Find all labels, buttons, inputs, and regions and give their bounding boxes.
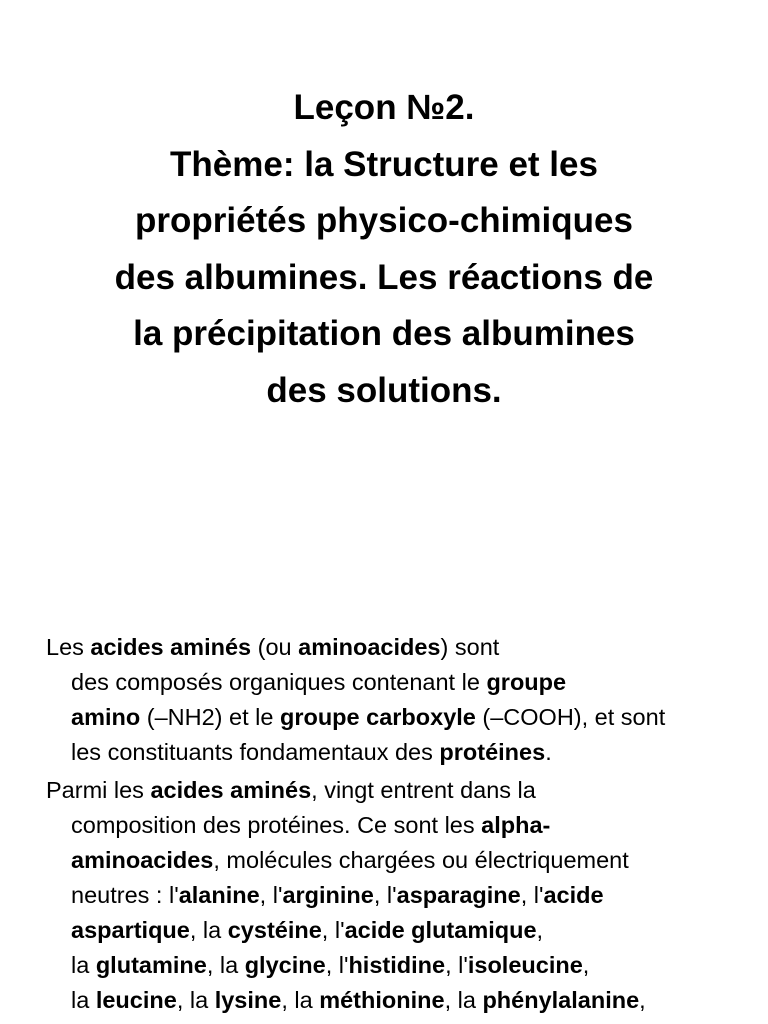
text-line (46, 630, 746, 665)
text-run: les constituants fondamentaux des (71, 739, 440, 765)
text-line (46, 735, 746, 770)
bold-term: groupe (486, 669, 567, 695)
text-line (46, 948, 746, 983)
text-line (46, 700, 746, 735)
text-line (46, 773, 746, 808)
title-line: des solutions. (266, 370, 502, 410)
bold-term: aminoacides (71, 847, 214, 873)
text-run: , l' (445, 952, 468, 978)
text-run: , l' (321, 917, 345, 943)
bold-term: acides aminés (150, 777, 312, 803)
bold-term: protéines (439, 739, 546, 765)
text-line (46, 843, 746, 878)
paragraph (46, 773, 746, 1018)
bold-term: isoleucine (467, 952, 583, 978)
text-run: neutres : l' (71, 882, 179, 908)
bold-term: acide (543, 882, 604, 908)
bold-term: groupe carboxyle (279, 704, 476, 730)
text-run: (–NH2) et le (140, 704, 280, 730)
text-run: , molécules chargées ou électriquement (213, 847, 629, 873)
bold-term: arginine (282, 882, 374, 908)
text-run: , la (281, 987, 320, 1013)
bold-term: acides aminés (90, 634, 252, 660)
bold-term: alanine (178, 882, 260, 908)
text-run: , l' (520, 882, 544, 908)
bold-term: lysine (214, 987, 282, 1013)
text-run: , la (206, 952, 245, 978)
bold-term: phénylalanine (482, 987, 640, 1013)
title-line: propriétés physico-chimiques (135, 201, 633, 240)
bold-term: glycine (244, 952, 326, 978)
bold-term: cystéine (227, 917, 322, 943)
title-line: la précipitation des albumines (133, 314, 635, 353)
text-run: , (639, 987, 646, 1013)
text-run: , vingt entrent dans la (311, 777, 536, 803)
text-run: , la (176, 987, 215, 1013)
text-run: ) sont (440, 634, 500, 660)
text-run: , l' (325, 952, 349, 978)
bold-term: aspartique (71, 917, 190, 943)
text-line (46, 878, 746, 913)
title-line: des albumines. Les réactions de (114, 257, 654, 297)
bold-term: amino (71, 704, 141, 730)
bold-term: glutamine (95, 952, 207, 978)
body-text (46, 630, 746, 1021)
text-run: (–COOH), et sont (475, 704, 666, 730)
text-run: . (545, 739, 552, 765)
text-run: , (582, 952, 590, 978)
text-run: , (536, 917, 544, 943)
text-run: , l' (373, 882, 397, 908)
title-line: Leçon №2. (293, 88, 475, 127)
text-line (46, 913, 746, 948)
text-run: la (71, 952, 96, 978)
bold-term: méthionine (319, 987, 445, 1013)
text-run: la (71, 987, 96, 1013)
bold-term: aminoacides (298, 634, 441, 660)
text-line (46, 665, 746, 700)
text-run: , la (189, 917, 228, 943)
bold-term: alpha- (481, 812, 551, 838)
bold-term: asparagine (396, 882, 521, 908)
text-run: composition des protéines. Ce sont les (71, 812, 482, 838)
text-run: Les (46, 634, 91, 660)
bold-term: acide glutamique (344, 917, 537, 943)
bold-term: leucine (95, 987, 177, 1013)
paragraph (46, 630, 746, 770)
bold-term: histidine (348, 952, 446, 978)
text-run: Parmi les (46, 777, 151, 803)
text-line (46, 983, 746, 1018)
text-run: (ou (251, 634, 299, 660)
lesson-title (40, 80, 728, 419)
text-run: , la (444, 987, 483, 1013)
text-line (46, 808, 746, 843)
title-line: Thème: la Structure et les (170, 144, 598, 184)
text-run: des composés organiques contenant le (71, 669, 487, 695)
text-run: , l' (259, 882, 283, 908)
